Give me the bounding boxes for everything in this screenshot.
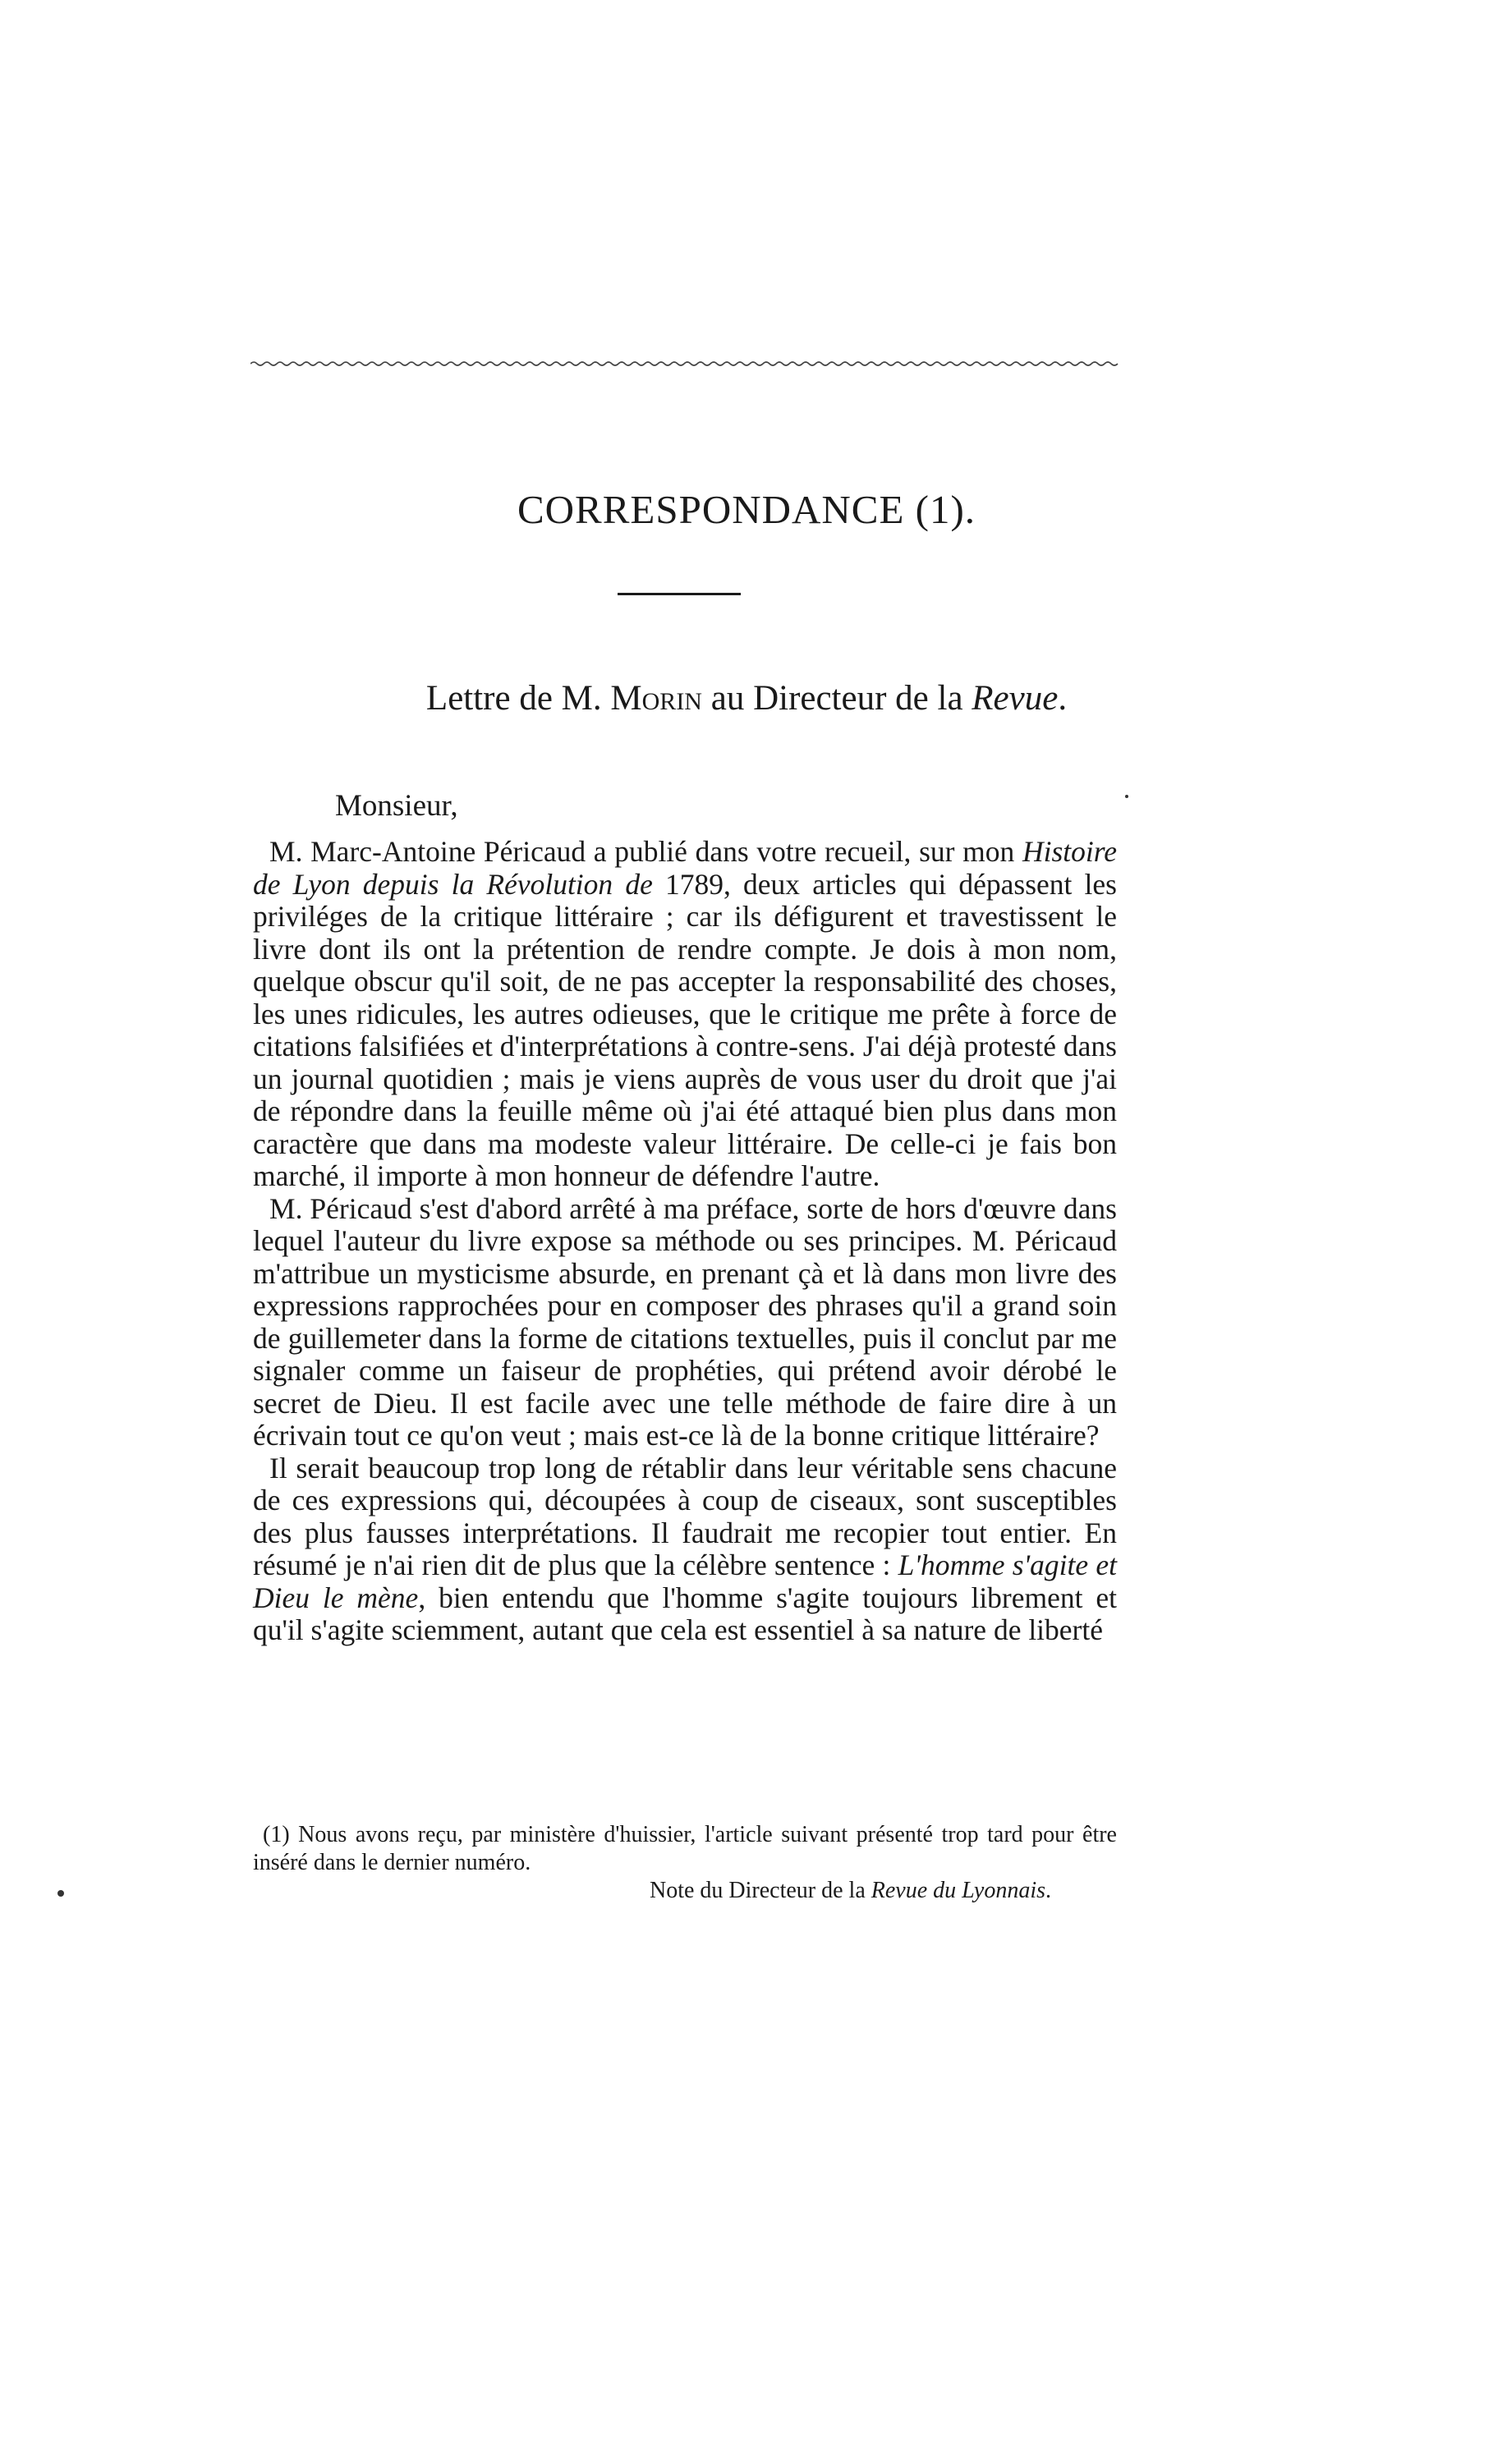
italic-run: L'homme s'agite et Dieu le mène xyxy=(253,1549,1117,1614)
letter-heading xyxy=(0,678,1493,718)
body-paragraph xyxy=(253,1452,1117,1647)
signature-prefix: Note du Directeur de la xyxy=(649,1878,866,1903)
text-run: M. Marc-Antoine Péricaud a publié dans votre recueil, sur mon xyxy=(269,835,1022,868)
salutation: Monsieur, xyxy=(335,789,458,823)
heading-prefix: Lettre de M. xyxy=(425,679,602,718)
footnote xyxy=(253,1821,1117,1905)
signature-journal: Revue du Lyonnais xyxy=(871,1878,1045,1903)
author-name: Morin xyxy=(610,679,702,718)
text-run: Il serait beaucoup trop long de rétablir dans leur véritable sens chacune de ces expressions qui, découpées à coup de ciseaux, sont susceptibles des plus fausses interprétations. Il faudrait me recopier tout entier. En résumé je n'ai rien dit de plus que la célèbre sentence : xyxy=(253,1451,1117,1581)
body-paragraph xyxy=(253,836,1117,1193)
body-paragraph xyxy=(253,1193,1117,1452)
heading-suffix: . xyxy=(1058,679,1068,718)
italic-run: Histoire de Lyon depuis la Révolution de xyxy=(253,835,1117,901)
text-run: , bien entendu que l'homme s'agite toujours librement et qu'il s'agite sciemment, autant que cela est essentiel à sa nature de liberté xyxy=(253,1581,1118,1646)
footnote-signature xyxy=(253,1877,1117,1905)
heading-middle: au Directeur de la xyxy=(710,679,963,718)
journal-name: Revue xyxy=(972,679,1059,718)
letter-body xyxy=(253,836,1117,1647)
footnote-text: (1) Nous avons reçu, par ministère d'huissier, l'article suivant présenté trop tard pour être inséré dans le dernier numéro. xyxy=(253,1822,1117,1875)
page-title: CORRESPONDANCE (1). xyxy=(517,487,976,532)
text-run: 1789, deux articles qui dépassent les priviléges de la critique littéraire ; car ils défigurent et travestissent le livre dont ils ont la prétention de rendre compte. Je dois à mon nom, quelque obscur qu'il soit, de ne pas accepter la responsabilité des choses, les unes ridicules, les autres odieuses, que le critique me prête à force de citations falsifiées et d'interprétations à contre-sens. J'ai déjà protesté dans un journal quotidien ; mais je viens auprès de vous user du droit que j'ai de répondre dans la feuille même où j'ai été attaqué bien plus dans mon caractère que dans ma modeste valeur littéraire. De celle-ci je fais bon marché, il importe à mon honneur de défendre l'autre. xyxy=(253,867,1117,1192)
print-speck xyxy=(57,1890,64,1897)
print-speck xyxy=(1125,795,1128,798)
text-run: M. Péricaud s'est d'abord arrêté à ma préface, sorte de hors d'œuvre dans lequel l'auteur du livre expose sa méthode ou ses principes. M. Péricaud m'attribue un mysticisme absurde, en prenant çà et là dans mon livre des expressions rapprochées pour en composer des phrases qu'il a grand soin de guillemeter dans la forme de citations textuelles, puis il conclut par me signaler comme un faiseur de prophéties, qui prétend avoir dérobé le secret de Dieu. Il est facile avec une telle méthode de faire dire à un écrivain tout ce qu'on veut ; mais est-ce là de la bonne critique littéraire? xyxy=(253,1191,1117,1452)
signature-suffix: . xyxy=(1045,1878,1051,1903)
title-divider xyxy=(618,593,741,595)
ornamental-rule xyxy=(250,360,1119,368)
